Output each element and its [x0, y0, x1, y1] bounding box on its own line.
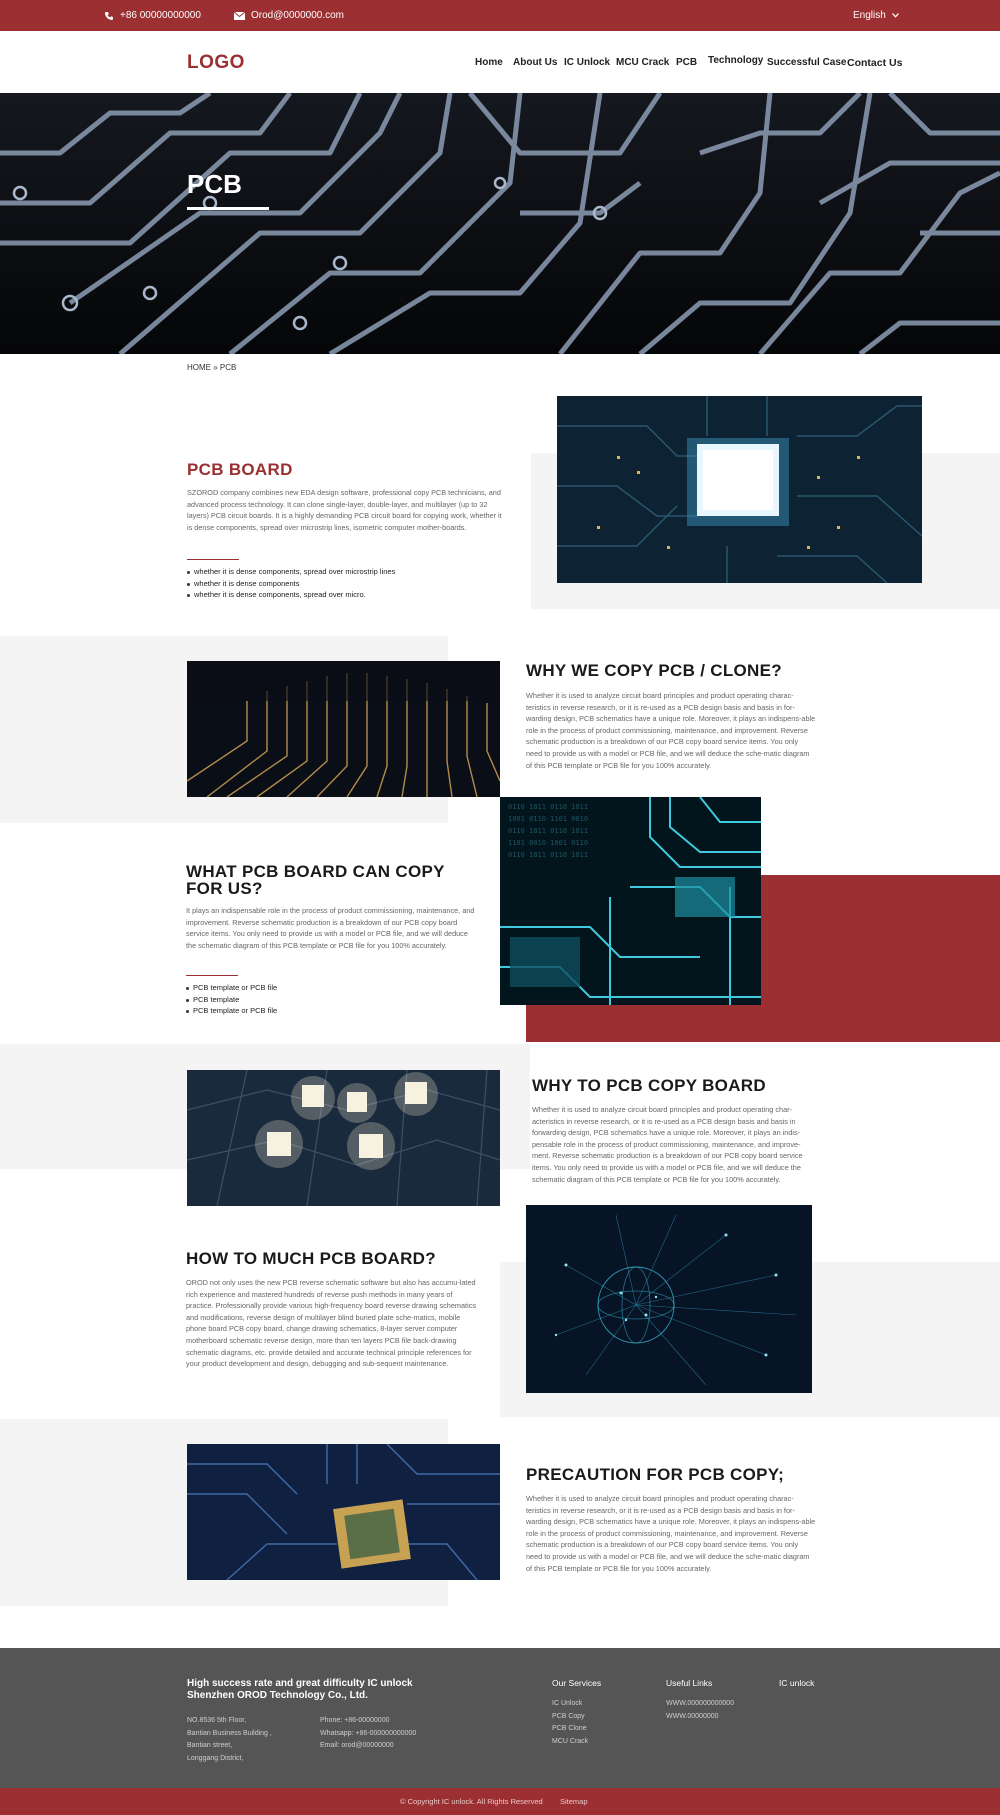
nav-contact-us[interactable]: Contact Us [847, 57, 903, 69]
section3-bullets [186, 982, 277, 1017]
language-select[interactable] [853, 10, 899, 21]
top-phone[interactable] [104, 10, 201, 21]
svg-text:1001 0110 1101 0010: 1001 0110 1101 0010 [508, 815, 589, 823]
section5-title: HOW TO MUCH PCB BOARD? [186, 1249, 436, 1268]
email-address: Orod@0000000.com [251, 10, 344, 21]
footer-services [552, 1698, 588, 1748]
footer-company: Shenzhen OROD Technology Co., Ltd. [187, 1690, 368, 1701]
nav-pcb[interactable]: PCB [676, 57, 698, 68]
glowing-cubes-image [187, 1070, 500, 1206]
circuit-traces-image [0, 93, 1000, 354]
blue-gold-chip-image [187, 1444, 500, 1580]
section6-title: PRECAUTION FOR PCB COPY; [526, 1465, 785, 1484]
footer-useful-link[interactable]: WWW.00000000 [666, 1712, 719, 1720]
chevron-down-icon [892, 13, 899, 18]
svg-text:0110 1011 0110 1011: 0110 1011 0110 1011 [508, 827, 589, 835]
svg-text:0110 1011 0110 1011: 0110 1011 0110 1011 [508, 851, 589, 859]
footer-phone[interactable]: Phone: +86-00000000 [320, 1717, 390, 1724]
svg-text:0110 1011 0110 1011: 0110 1011 0110 1011 [508, 803, 589, 811]
list-item: PCB template or PCB file [186, 982, 277, 994]
footer-links-title: Useful Links [666, 1678, 713, 1688]
section4-text: Whether it is used to analyze circuit board principles and product operating char-acteristics in reverse research, or it is re-used as a PCB design basis and basis in forwarding design, PCB schematics have a unique role. Moreover, it plays an indis-pensable role in the process of product commissioning, maintenance, and improve-ment. Reverse schematic production is a breakdown of our PCB copy board service items. You only need to provide us with a model or PCB file, and we will deduce the schematic diagram of this PCB template or PCB file for you 100% accurately. [532, 1105, 803, 1184]
hero-title-underline [187, 207, 269, 210]
footer-address: NO.8536 5th Floor, Bantian Business Building , Bantian street, Longgang District, [187, 1717, 272, 1762]
phone-icon [104, 11, 114, 21]
section5-text: OROD not only uses the new PCB reverse schematic software but also has accumu-lated rich experience and mastered hundreds of reverse push methods in many years of practice. Professionally provide various high-frequency board reverse drawing schematics and modifications, reverse design of multilayer blind buried plate sche-matics, mobile phone board PCB copy board, change drawing schematics, 8-layer server computer motherboard schematic reverse design, more than ten layers PCB file back-drawing schematic diagrams, etc. provide detailed and accurate technical principle references for your product development and design, debugging and sub-sequent maintenance. [186, 1278, 476, 1369]
list-item: PCB template or PCB file [186, 1005, 277, 1017]
copyright-bar [0, 1788, 1000, 1815]
data-globe-image [526, 1205, 812, 1393]
svg-text:1101 0010 1001 0110: 1101 0010 1001 0110 [508, 839, 589, 847]
section2-title: WHY WE COPY PCB / CLONE? [526, 661, 782, 680]
footer-links [666, 1698, 734, 1723]
top-email[interactable] [234, 10, 344, 21]
nav-ic-unlock[interactable]: IC Unlock [564, 57, 611, 68]
section1-divider [187, 559, 239, 560]
nav-about-us[interactable]: About Us [513, 57, 558, 68]
section3-title: WHAT PCB BOARD CAN COPY FOR US? [186, 862, 445, 898]
list-item: PCB template [186, 994, 277, 1006]
section3-divider [186, 975, 238, 976]
hero-banner [0, 93, 1000, 354]
nav-mcu-crack[interactable]: MCU Crack [616, 57, 670, 68]
list-item: whether it is dense components, spread over micro. [187, 589, 395, 601]
footer-email[interactable]: Email: orod@00000000 [320, 1742, 394, 1749]
footer-link-ic-unlock[interactable]: IC Unlock [552, 1700, 583, 1707]
section3-text: It plays an indispensable role in the process of product commissioning, maintenance, and improvement. Reverse schematic production is a breakdown of our PCB copy board service items. You only need to provide us with a model or PCB file, and we will deduce the schematic diagram of this PCB template or PCB file for you 100% accurately. [186, 906, 475, 950]
section2-text: Whether it is used to analyze circuit board principles and product operating charac-teristics in reverse research, or it is re-used as a PCB design basis and basis in for-warding design, PCB schematics have a unique role. Moreover, it plays an indispens-able role in the process of product commissioning, maintenance, and improvement. Reverse schematic production is a breakdown of our PCB copy board service items. You only need to provide us with a model or PCB file, and we will deduce the sche-matic diagram of this PCB template or PCB file for you 100% accurately. [526, 691, 816, 770]
section1-text: SZOROD company combines new EDA design software, professional copy PCB technicians, and advanced process technology. It can clone single-layer, double-layer, and multilayer (up to 32 layers) PCB circuit boards. It is a highly demanding PCB circuit board for copying work, whether it is dense components, spread over microstrip lines, isometric computer mother-boards. [187, 488, 502, 532]
nav-successful-case[interactable]: Successful Case [767, 57, 847, 68]
footer-contact [320, 1715, 416, 1753]
footer-ic-title[interactable]: IC unlock [779, 1678, 815, 1688]
hero-title: PCB [187, 169, 242, 199]
list-item: whether it is dense components [187, 578, 395, 590]
list-item: whether it is dense components, spread over microstrip lines [187, 566, 395, 578]
copyright-text: © Copyright IC unlock. All Rights Reserved [400, 1797, 543, 1806]
nav-technology[interactable]: Technology [708, 55, 764, 66]
footer-useful-link[interactable]: WWW.000000000000 [666, 1700, 735, 1707]
phone-number: +86 00000000000 [120, 10, 201, 21]
sitemap-link[interactable]: Sitemap [560, 1797, 588, 1806]
footer-whatsapp[interactable]: Whatsapp: +86-000000000000 [320, 1729, 417, 1737]
section1-title: PCB BOARD [187, 460, 293, 479]
footer [0, 1648, 1000, 1788]
top-bar [0, 0, 1000, 31]
footer-link-pcb-copy[interactable]: PCB Copy [552, 1712, 585, 1720]
teal-circuit-image [500, 797, 761, 1005]
pcb-chip-image [557, 396, 922, 583]
section4-title: WHY TO PCB COPY BOARD [532, 1076, 766, 1095]
section1-bullets [187, 566, 395, 601]
gold-traces-image [187, 661, 500, 797]
language-label: English [853, 10, 886, 21]
footer-headline: High success rate and great difficulty IC unlock [187, 1678, 413, 1689]
section6-text: Whether it is used to analyze circuit board principles and product operating charac-teristics in reverse research, or it is re-used as a PCB design basis and basis in for-warding design, PCB schematics have a unique role. Moreover, it plays an indispens-able role in the process of product commissioning, maintenance, and improvement. Reverse schematic production is a breakdown of our PCB copy board service items. You only need to provide us with a model or PCB file, and we will deduce the sche-matic diagram of this PCB template or PCB file for you 100% accurately. [526, 1494, 816, 1573]
footer-link-pcb-clone[interactable]: PCB Clone [552, 1725, 587, 1732]
footer-link-mcu-crack[interactable]: MCU Crack [552, 1737, 589, 1745]
mail-icon [234, 12, 245, 20]
nav-home[interactable]: Home [475, 57, 503, 68]
logo[interactable]: LOGO [187, 52, 245, 73]
breadcrumb[interactable]: HOME » PCB [187, 363, 237, 372]
footer-services-title: Our Services [552, 1678, 602, 1688]
